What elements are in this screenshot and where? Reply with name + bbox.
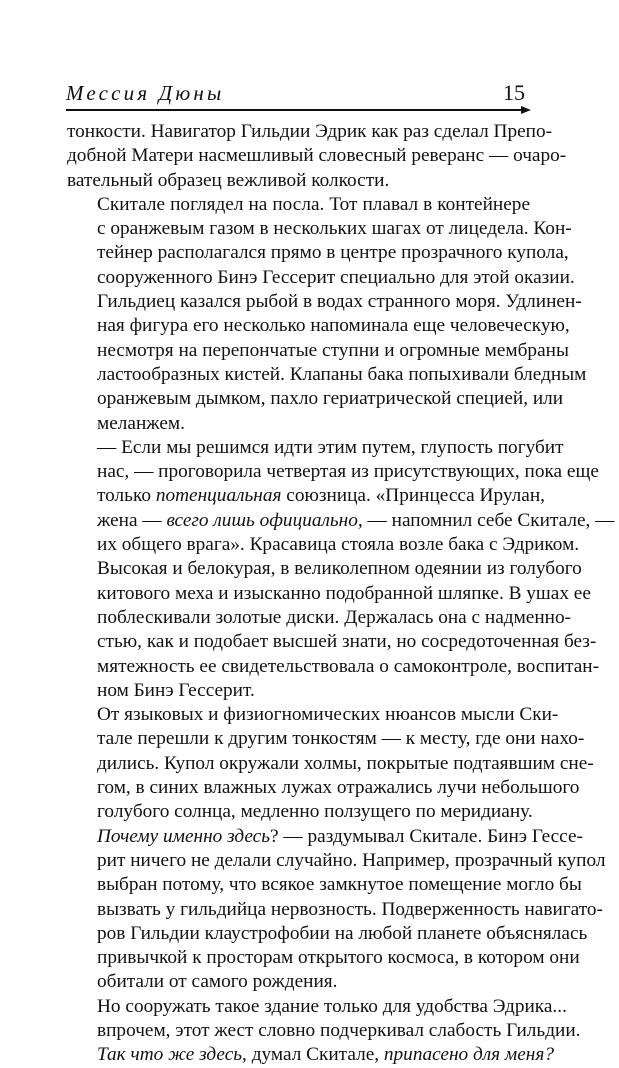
text-run: — напомнил себе Скитале, —: [362, 509, 615, 531]
running-header: [66, 80, 531, 106]
italic-run: всего лишь официально,: [166, 509, 363, 531]
paragraph-2: [67, 193, 587, 436]
text-line: ров Гильдии клаустрофобии на любой планете объяснялась: [97, 922, 588, 944]
text-line: меланжем.: [97, 412, 185, 434]
text-line: Высокая и белокурая, в великолепном одеянии из голубого: [97, 558, 582, 580]
text-line: оранжевым дымком, пахло гериатрической специей, или: [97, 388, 564, 410]
page-number: 15: [503, 80, 525, 105]
italic-run: потенциальная: [155, 485, 282, 507]
text-line: нас, — проговорила четвертая из присутствующих, пока еще: [97, 461, 599, 483]
text-line: [67, 509, 615, 533]
text-run: думал Скитале,: [246, 1044, 384, 1066]
paragraph-7: [67, 1043, 554, 1067]
text-line: стью, как и подобает высшей знати, но сосредоточенная без-: [97, 631, 597, 653]
text-line: Гильдиец казался рыбой в водах странного моря. Удлинен-: [97, 291, 582, 313]
text-line: вательный образец вежливой колкости.: [67, 169, 390, 191]
text-line: их общего врага». Красавица стояла возле бака с Эдриком.: [97, 534, 580, 556]
body-text: [67, 120, 615, 1068]
text-line: Но сооружать такое здание только для удобства Эдрика...: [97, 995, 567, 1017]
text-line: [67, 1043, 554, 1067]
text-line: ная фигура его несколько напоминала еще человеческую,: [97, 315, 570, 337]
text-line: ном Бинэ Гессерит.: [97, 679, 255, 701]
header-rule-arrow-icon: [521, 106, 531, 114]
text-line: — Если мы решимся идти этим путем, глупость погубит: [97, 436, 564, 458]
text-line: обитали от самого рождения.: [97, 971, 338, 993]
text-run: жена —: [97, 509, 167, 531]
header-rule: [66, 109, 523, 111]
text-line: поблескивали золотые диски. Держалась она с надменно-: [97, 606, 572, 628]
text-line: дились. Купол окружали холмы, покрытые подтаявшим сне-: [97, 752, 594, 774]
text-line: привычкой к просторам открытого космоса, в котором они: [97, 947, 580, 969]
paragraph-6: [67, 995, 581, 1044]
text-line: гом, в синих влажных лужах отражались лучи небольшого: [97, 777, 580, 799]
text-line: сооруженного Бинэ Гессерит специально для этой оказии.: [97, 266, 575, 288]
text-line: [67, 484, 545, 508]
italic-run: Почему именно здесь: [97, 825, 271, 847]
text-line: с оранжевым газом в нескольких шагах от лицедела. Кон-: [97, 218, 572, 240]
text-line: рит ничего не делали случайно. Например, прозрачный купол: [97, 849, 606, 871]
text-run: только: [97, 485, 156, 507]
text-line: От языковых и физиогномических нюансов мысли Ски-: [97, 704, 559, 726]
text-line: тале перешли к другим тонкостям — к месту, где они нахо-: [97, 728, 585, 750]
paragraph-4: [67, 703, 594, 824]
text-line: [67, 825, 583, 849]
text-line: тонкости. Навигатор Гильдии Эдрик как раз сделал Препо-: [67, 121, 553, 142]
text-line: несмотря на перепончатые ступни и огромные мембраны: [97, 339, 569, 361]
running-title: Мессия Дюны: [66, 81, 225, 105]
text-line: впрочем, этот жест словно подчеркивал слабость Гильдии.: [97, 1019, 581, 1041]
text-line: мятежность ее свидетельствовала о самоконтроле, воспитан-: [97, 655, 600, 677]
italic-run: Так что же здесь,: [97, 1044, 247, 1066]
text-line: выбран потому, что всякое замкнутое помещение могло бы: [97, 874, 582, 896]
text-line: вызвать у гильдийца нервозность. Подверженность навигато-: [97, 898, 603, 920]
text-run: ? — раздумывал Скитале. Бинэ Гессе-: [270, 825, 583, 847]
paragraph-5: [67, 825, 606, 995]
text-line: голубого солнца, медленно ползущего по меридиану.: [97, 801, 533, 823]
paragraph-1: [67, 120, 567, 193]
text-line: добной Матери насмешливый словесный реверанс — очаро-: [67, 145, 567, 167]
text-line: тейнер располагался прямо в центре прозрачного купола,: [97, 242, 569, 264]
text-line: ластообразных кистей. Клапаны бака попыхивали бледным: [97, 363, 587, 385]
paragraph-3: [67, 436, 615, 703]
text-line: китового меха и изысканно подобранной шляпке. В ушах ее: [97, 582, 591, 604]
text-run: союзница. «Принцесса Ирулан,: [281, 485, 545, 507]
italic-run: припасено для меня?: [383, 1044, 554, 1066]
text-line: Скитале поглядел на посла. Тот плавал в контейнере: [97, 193, 530, 215]
